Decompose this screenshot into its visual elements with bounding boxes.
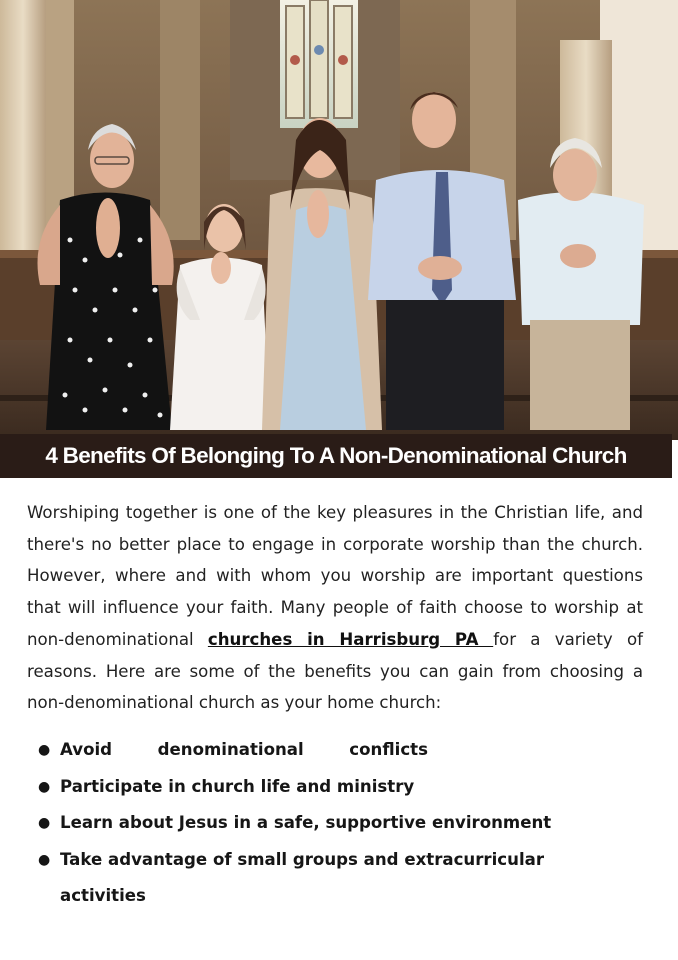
benefit-word: denominational [157, 740, 304, 759]
churches-harrisburg-link[interactable]: churches in Harrisburg PA [207, 629, 494, 649]
benefit-text: Learn about Jesus in a safe, supportive environment [60, 813, 552, 832]
list-item [38, 842, 578, 915]
benefit-text: Take advantage of small groups and extracurricular activities [60, 849, 545, 905]
bullet-icon: ● [38, 851, 51, 868]
intro-text-after-link: for a variety of reasons. Here are some of the benefits you can gain from choosing a non-denominational church as your home church: [27, 629, 643, 713]
benefit-word: Avoid [60, 740, 113, 759]
list-item [38, 769, 578, 806]
bullet-icon: ● [38, 742, 51, 758]
bullet-icon: ● [38, 815, 51, 831]
intro-text-before-link: Worshiping together is one of the key pleasures in the Christian life, and there's no better place to engage in corporate worship than the church. However, where and with whom you worship are important questions that will influence your faith. Many people of faith choose to worship at non-denominational [27, 503, 643, 649]
benefit-word: conflicts [349, 740, 428, 759]
benefit-text: Participate in church life and ministry [60, 776, 415, 796]
hero-photo [0, 0, 678, 440]
bullet-icon: ● [38, 778, 51, 795]
page-title: 4 Benefits Of Belonging To A Non-Denominational Church [45, 443, 627, 468]
intro-paragraph [27, 497, 643, 719]
list-item [38, 732, 578, 769]
stained-glass-window [280, 0, 358, 128]
list-item [38, 805, 578, 842]
benefits-list [38, 732, 578, 915]
church-prayer-illustration [0, 0, 678, 440]
benefit-text [60, 732, 428, 769]
title-banner [0, 434, 672, 478]
